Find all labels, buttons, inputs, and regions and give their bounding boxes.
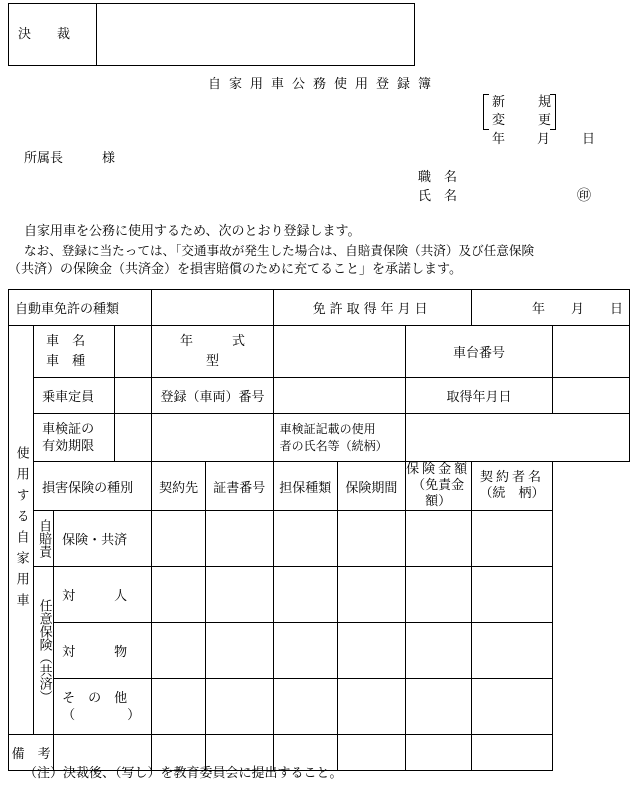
- status-change: 変 更: [492, 113, 562, 128]
- jibaiseki-amount[interactable]: [405, 511, 471, 567]
- license-date-label: 免許取得年月日: [273, 290, 471, 326]
- model-year-label: 年 式 型: [152, 326, 273, 378]
- inspection-user-value[interactable]: [405, 414, 629, 462]
- personal-cert-no[interactable]: [205, 567, 273, 623]
- jibaiseki-label: 自賠責: [34, 511, 54, 567]
- remarks-value-5[interactable]: [337, 735, 405, 771]
- car-name-kind-label: 車 名 車 種: [34, 326, 115, 378]
- property-cert-no[interactable]: [205, 623, 273, 679]
- holder-header: 契約者名 （続 柄）: [471, 462, 553, 511]
- intro-line-3: （共済）の保険金（共済金）を損害賠償のために充てること」を承諾します。: [8, 262, 462, 277]
- property-amount[interactable]: [405, 623, 471, 679]
- page-title: 自家用車公務使用登録簿: [208, 77, 440, 92]
- approval-label: 決 裁: [18, 27, 71, 42]
- seal-mark: ㊞: [577, 188, 591, 204]
- property-contractor[interactable]: [152, 623, 205, 679]
- property-coverage[interactable]: [273, 623, 337, 679]
- registration-no-label: 登録（車両）番号: [152, 378, 273, 414]
- personal-holder[interactable]: [471, 567, 553, 623]
- personal-contractor[interactable]: [152, 567, 205, 623]
- jibaiseki-contractor[interactable]: [152, 511, 205, 567]
- status-new: 新 規: [492, 95, 562, 110]
- inspection-valid-value[interactable]: [115, 414, 152, 462]
- name-label: 氏 名: [418, 189, 458, 204]
- approval-divider: [96, 3, 97, 66]
- date-line: 年 月 日: [492, 132, 598, 147]
- remarks-value-6[interactable]: [405, 735, 471, 771]
- intro-line-1: 自家用車を公務に使用するため、次のとおり登録します。: [24, 224, 361, 239]
- addressee: 所属長 様: [24, 151, 116, 166]
- license-date-value[interactable]: 年 月 日: [471, 290, 629, 326]
- personal-item: 対 人: [54, 567, 152, 623]
- jibaiseki-period[interactable]: [337, 511, 405, 567]
- remarks-label: 備 考: [9, 735, 54, 771]
- position-label: 職 名: [418, 170, 458, 185]
- acquired-date-label: 取得年月日: [405, 378, 553, 414]
- model-year-value[interactable]: [273, 326, 405, 378]
- acquired-date-value[interactable]: [553, 378, 630, 414]
- chassis-no-value[interactable]: [553, 326, 630, 378]
- registration-form-table: [8, 289, 630, 771]
- vehicle-section-label: 使用する自家用車: [9, 326, 34, 735]
- inspection-user-label: 車検証記載の使用 者の氏名等（続柄）: [273, 414, 405, 462]
- jibaiseki-coverage[interactable]: [273, 511, 337, 567]
- cert-no-header: 証書番号: [205, 462, 273, 511]
- personal-period[interactable]: [337, 567, 405, 623]
- coverage-type-header: 担保種類: [273, 462, 337, 511]
- jibaiseki-item: 保険・共済: [54, 511, 152, 567]
- other-coverage[interactable]: [273, 679, 337, 735]
- jibaiseki-holder[interactable]: [471, 511, 553, 567]
- capacity-label: 乗車定員: [34, 378, 115, 414]
- license-type-label: 自動車免許の種類: [9, 290, 152, 326]
- other-period[interactable]: [337, 679, 405, 735]
- insurance-type-header: 損害保険の種別: [34, 462, 152, 511]
- other-amount[interactable]: [405, 679, 471, 735]
- jibaiseki-cert-no[interactable]: [205, 511, 273, 567]
- property-item: 対 物: [54, 623, 152, 679]
- chassis-no-label: 車台番号: [405, 326, 553, 378]
- footnote: （注）決裁後、（写し）を教育委員会に提出すること。: [24, 766, 343, 781]
- remarks-value-7[interactable]: [471, 735, 553, 771]
- voluntary-label: 任意保険（共済）: [34, 567, 54, 735]
- other-cert-no[interactable]: [205, 679, 273, 735]
- period-header: 保険期間: [337, 462, 405, 511]
- personal-coverage[interactable]: [273, 567, 337, 623]
- property-holder[interactable]: [471, 623, 553, 679]
- other-contractor[interactable]: [152, 679, 205, 735]
- property-period[interactable]: [337, 623, 405, 679]
- license-type-value[interactable]: [152, 290, 273, 326]
- registration-no-value[interactable]: [273, 378, 405, 414]
- inspection-valid-label: 車検証の 有効期限: [34, 414, 115, 462]
- contractor-header: 契約先: [152, 462, 205, 511]
- other-item: そ の 他 （ ）: [54, 679, 152, 735]
- personal-amount[interactable]: [405, 567, 471, 623]
- amount-header: 保険金額 （免責金額）: [406, 462, 471, 509]
- capacity-value[interactable]: [115, 378, 152, 414]
- other-holder[interactable]: [471, 679, 553, 735]
- car-name-value[interactable]: [115, 326, 152, 378]
- intro-line-2: なお、登録に当たっては、「交通事故が発生した場合は、自賠責保険（共済）及び任意保険: [24, 243, 535, 258]
- inspection-valid-value-2[interactable]: [152, 414, 273, 462]
